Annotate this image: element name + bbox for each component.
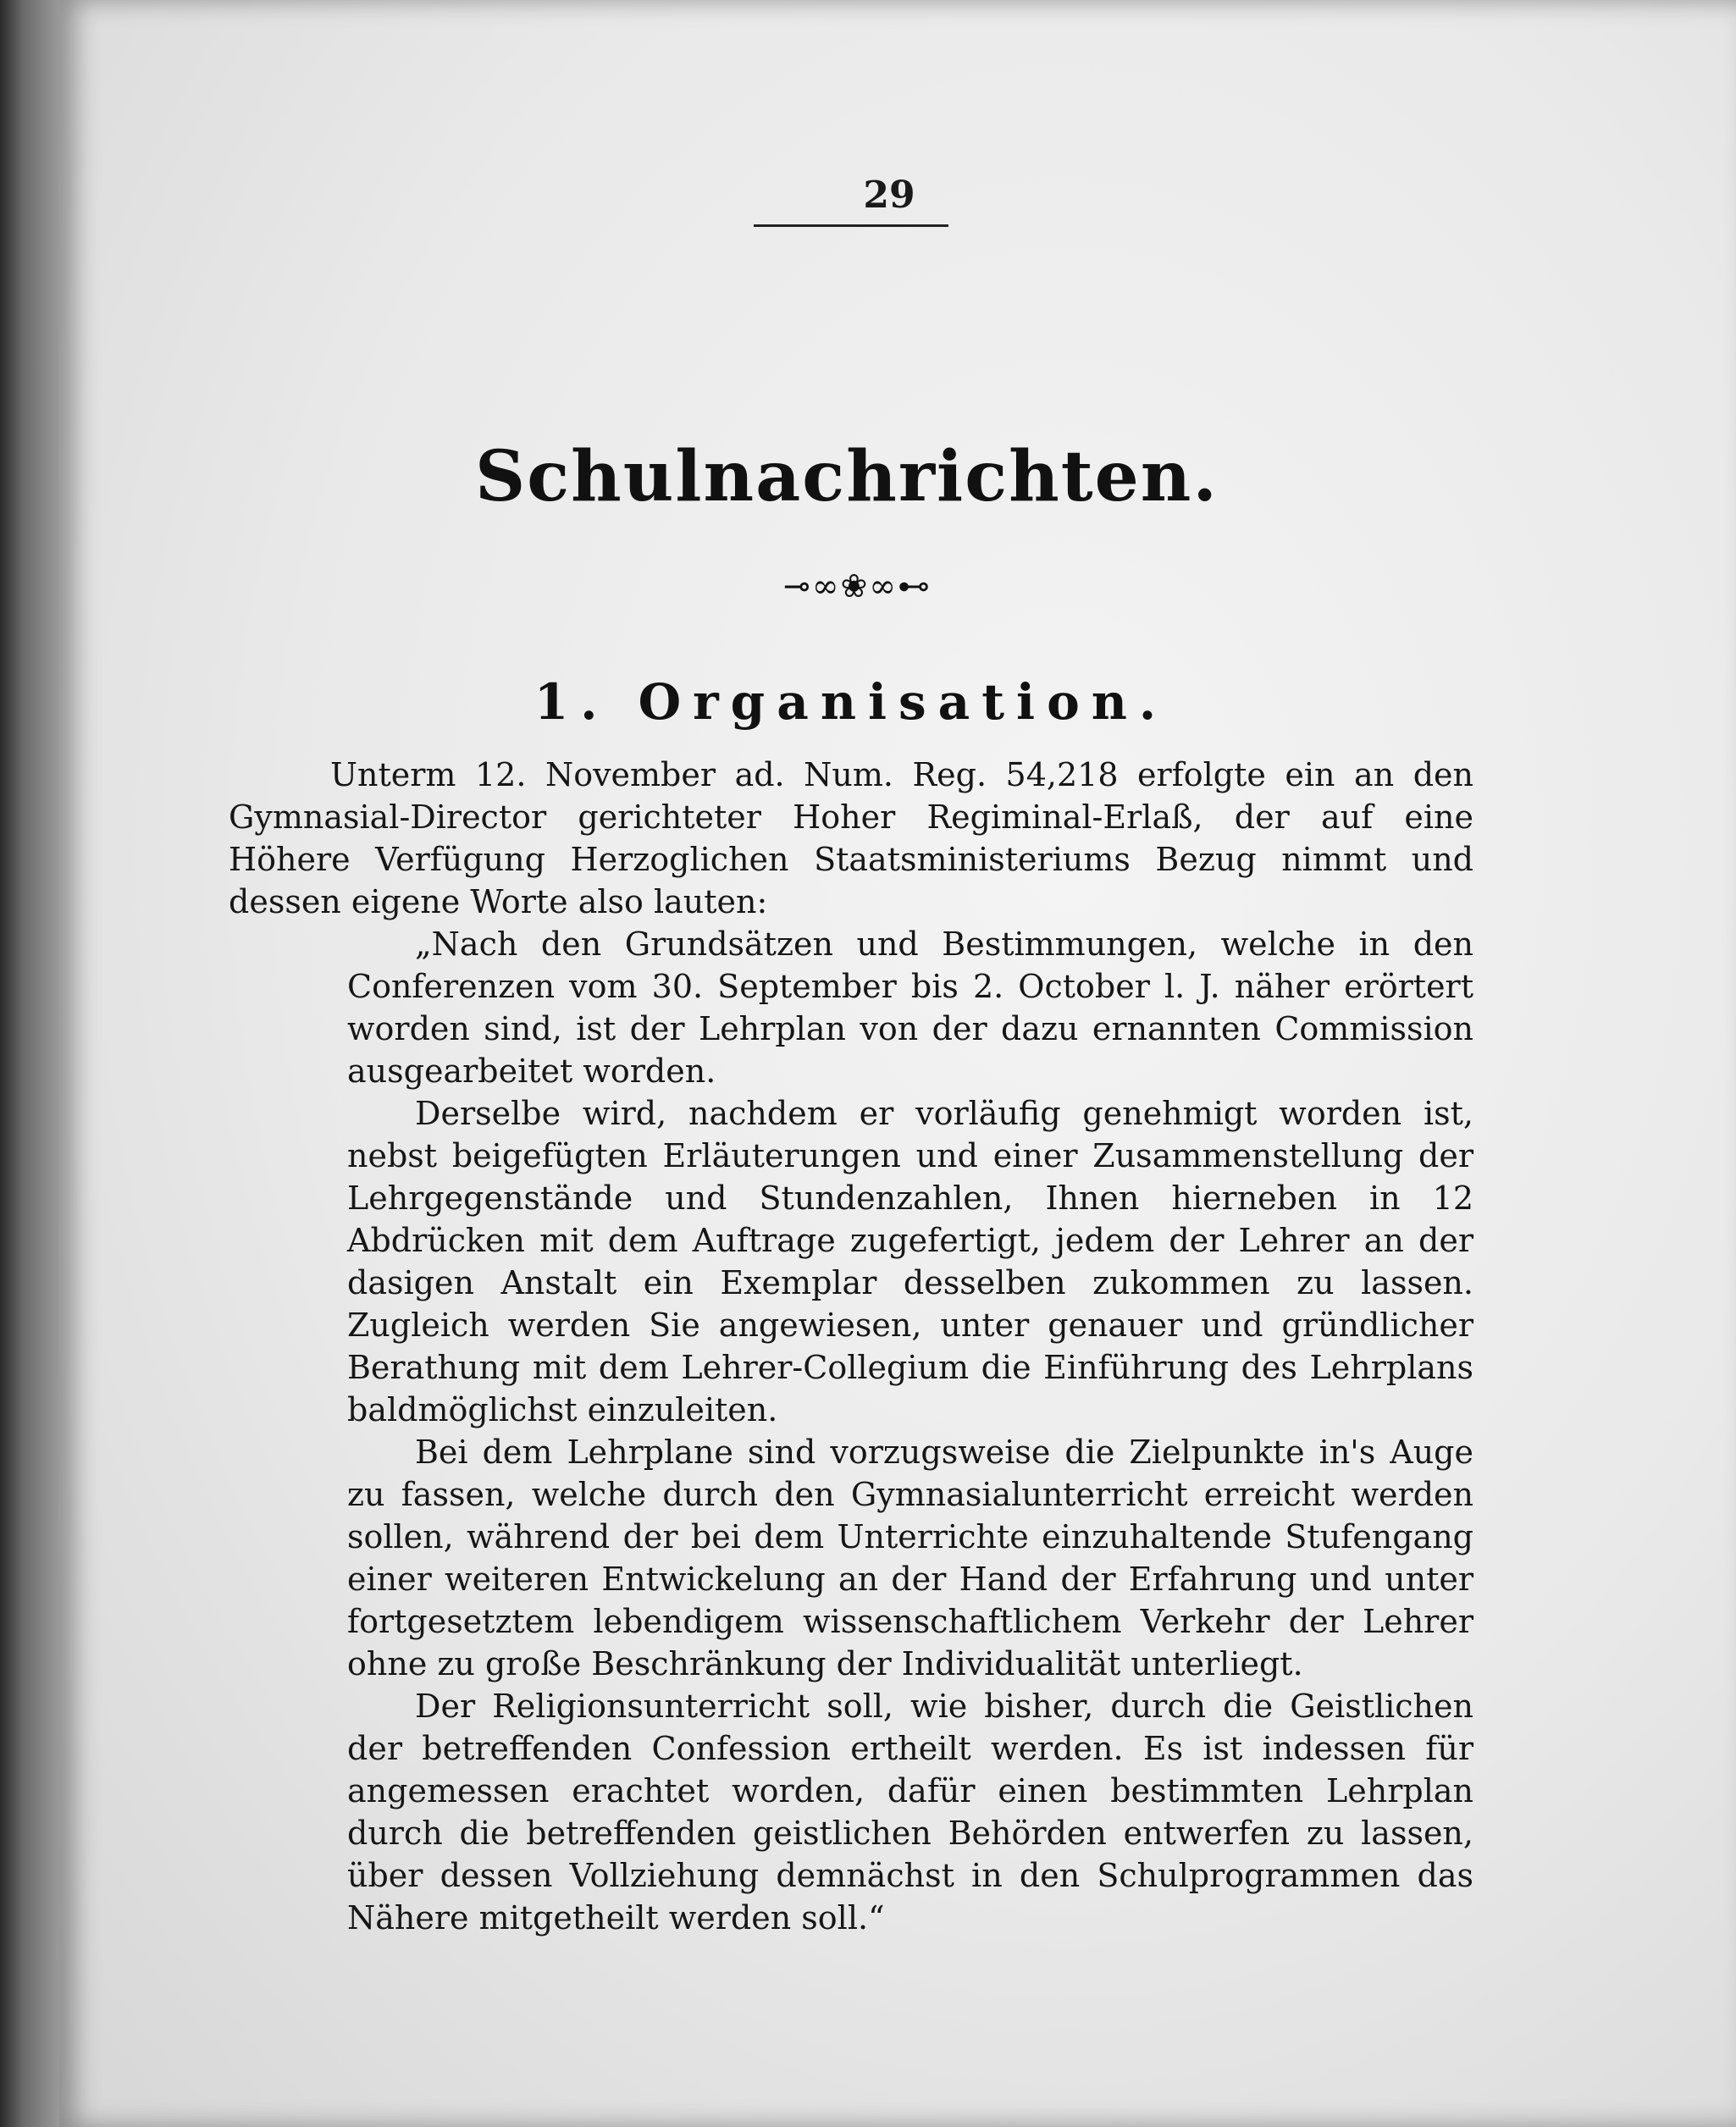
section-heading: 1. Organisation. [534,673,1169,731]
book-page [59,0,1736,2127]
ornament-divider: ⊸∞❀∞⊷ [783,567,932,605]
paragraph-quote-3: Bei dem Lehrplane sind vorzugsweise die Zielpunkte in's Auge zu fassen, welche durch den Gymnasialunterricht erreicht werden sollen, während der bei dem Unterrichte einzuhaltende Stufengang einer weiteren Entwickelung an der Hand der Erfahrung und unter fortgesetztem lebendigem wissenschaftlichem Verkehr der Lehrer ohne zu große Beschränkung der Individualität unterliegt. [347,1434,1473,1682]
paragraph-quote-2: Derselbe wird, nachdem er vorläufig genehmigt worden ist, nebst beigefügten Erläuterungen und einer Zusammenstellung der Lehrgegenstände und Stundenzahlen, Ihnen hierneben in 12 Abdrücken mit dem Auftrage zugefertigt, jedem der Lehrer an der dasigen Anstalt ein Exemplar desselben zukommen zu lassen. Zugleich werden Sie angewiesen, unter genauer und gründlicher Berathung mit dem Lehrer-Collegium die Einführung des Lehrplans baldmöglichst einzuleiten. [347,1095,1473,1428]
page-number-rule [754,224,948,227]
page-title: Schulnachrichten. [475,436,1219,517]
body-text [229,754,1473,1939]
paragraph-quote-4: Der Religionsunterricht soll, wie bisher, durch die Geistlichen der betreffenden Confession ertheilt werden. Es ist indessen für angemessen erachtet worden, dafür einen bestimmten Lehrplan durch die betreffenden geistlichen Behörden entwerfen zu lassen, über dessen Vollziehung demnächst in den Schulprogrammen das Nähere mitgetheilt werden soll.“ [347,1688,1473,1936]
book-binding-edge [0,0,59,2127]
paragraph-intro: Unterm 12. November ad. Num. Reg. 54,218 erfolgte ein an den Gymnasial-Director gerichteter Hoher Regiminal-Erlaß, der auf eine Höhere Verfügung Herzoglichen Staatsministeriums Bezug nimmt und dessen eigene Worte also lauten: [229,756,1473,920]
page-number: 29 [863,174,915,217]
paragraph-quote-1: „Nach den Grundsätzen und Bestimmungen, welche in den Conferenzen vom 30. September bis 2. October l. J. näher erörtert worden sind, ist der Lehrplan von der dazu ernannten Commission ausgearbeitet worden. [347,925,1473,1090]
